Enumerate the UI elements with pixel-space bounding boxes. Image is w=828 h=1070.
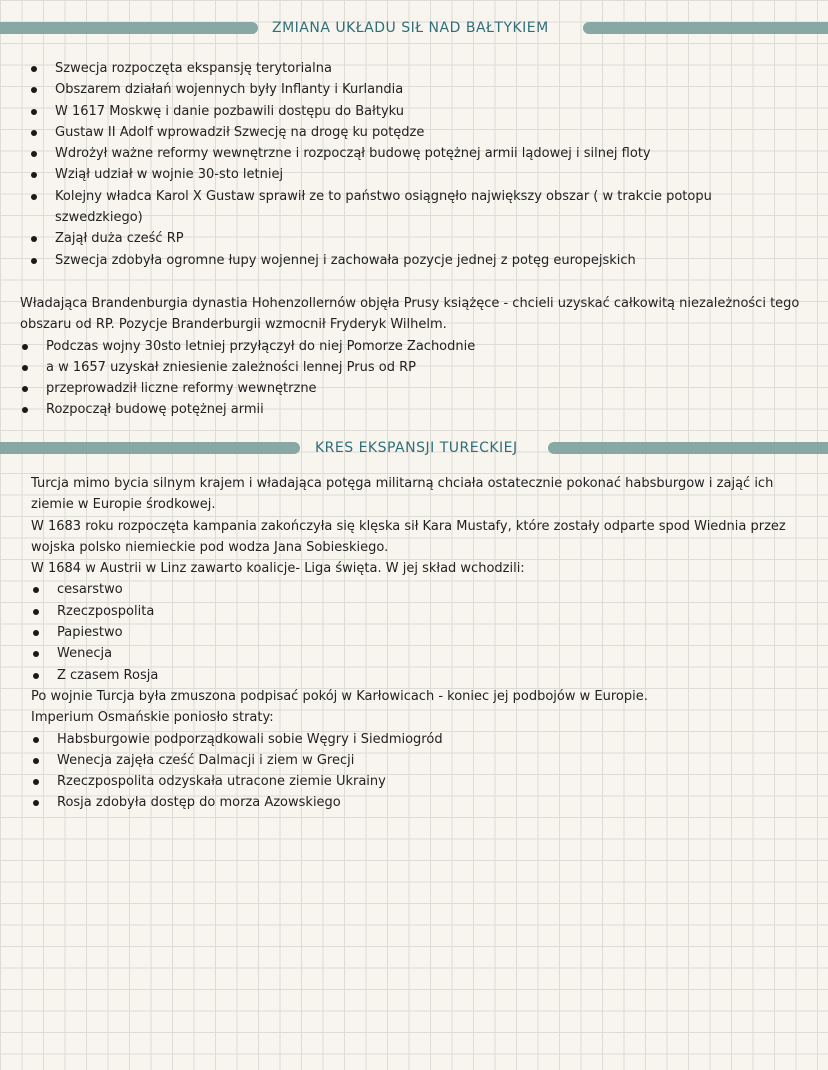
list-item: Papiestwo	[31, 622, 806, 643]
section-title-baltic: ZMIANA UKŁADU SIŁ NAD BAŁTYKIEM	[272, 20, 549, 36]
heading-bar-left	[0, 442, 300, 454]
section-heading-baltic	[0, 16, 828, 40]
list-item: Podczas wojny 30sto letniej przyłączył do niej Pomorze Zachodnie	[20, 336, 805, 357]
list-item: Wdrożył ważne reformy wewnętrzne i rozpoczął budowę potężnej armii lądowej i silnej floty	[20, 143, 800, 164]
list-item: Gustaw II Adolf wprowadził Szwecję na drogę ku potędze	[20, 122, 800, 143]
turkey-paragraph-1: Turcja mimo bycia silnym krajem i władająca potęga militarną chciała ostatecznie pokonać habsburgow i zająć ich ziemie w Europie środkowej.	[31, 476, 774, 513]
list-item: W 1617 Moskwę i danie pozbawili dostępu do Bałtyku	[20, 101, 800, 122]
list-item: Szwecja rozpoczęta ekspansję terytorialna	[20, 58, 800, 79]
turkey-paragraph-2: W 1683 roku rozpoczęta kampania zakończyła się klęska sił Kara Mustafy, które zostały odparte spod Wiednia przez wojska polsko niemieckie pod wodza Jana Sobieskiego.	[31, 518, 786, 555]
turkey-paragraph-4: Po wojnie Turcja była zmuszona podpisać pokój w Karłowicach - koniec jej podbojów w Europie.	[31, 688, 648, 704]
heading-bar-right	[548, 442, 828, 454]
sweden-block	[20, 58, 800, 271]
turkey-paragraph-3: W 1684 w Austrii w Linz zawarto koalicje- Liga święta. W jej skład wchodzili:	[31, 561, 525, 577]
list-item: przeprowadził liczne reformy wewnętrzne	[20, 378, 805, 399]
list-item: a w 1657 uzyskał zniesienie zależności lennej Prus od RP	[20, 357, 805, 378]
list-item: Rosja zdobyła dostęp do morza Azowskiego	[31, 792, 806, 813]
list-item: Obszarem działań wojennych były Inflanty i Kurlandia	[20, 79, 800, 100]
sweden-list	[20, 58, 800, 271]
heading-bar-right	[583, 22, 828, 34]
heading-bar-left	[0, 22, 258, 34]
section-heading-turkey	[0, 436, 828, 460]
list-item: Wziął udział w wojnie 30-sto letniej	[20, 164, 800, 185]
brandenburg-list	[20, 336, 805, 421]
brandenburg-paragraph: Władająca Brandenburgia dynastia Hohenzollernów objęła Prusy książęce - chcieli uzyskać całkowitą niezależności tego obszaru od RP. Pozycje Branderburgii wzmocnił Fryderyk Wilhelm.	[20, 296, 800, 333]
list-item: Rzeczpospolita	[31, 601, 806, 622]
league-members-list	[31, 579, 806, 685]
turkey-block	[31, 473, 806, 814]
list-item: Kolejny władca Karol X Gustaw sprawił ze to państwo osiągnęło największy obszar ( w trakcie potopu szwedzkiego)	[20, 186, 800, 229]
brandenburg-block	[20, 293, 805, 421]
list-item: Szwecja zdobyła ogromne łupy wojennej i zachowała pozycje jednej z potęg europejskich	[20, 250, 800, 271]
list-item: cesarstwo	[31, 579, 806, 600]
list-item: Z czasem Rosja	[31, 665, 806, 686]
list-item: Rzeczpospolita odzyskała utracone ziemie Ukrainy	[31, 771, 806, 792]
list-item: Wenecja zajęła cześć Dalmacji i ziem w Grecji	[31, 750, 806, 771]
losses-list	[31, 729, 806, 814]
turkey-paragraph-5: Imperium Osmańskie poniosło straty:	[31, 710, 274, 726]
list-item: Habsburgowie podporządkowali sobie Węgry i Siedmiogród	[31, 729, 806, 750]
list-item: Rozpoczął budowę potężnej armii	[20, 399, 805, 420]
section-title-turkey: KRES EKSPANSJI TURECKIEJ	[315, 440, 518, 456]
list-item: Zajął duża cześć RP	[20, 228, 800, 249]
list-item: Wenecja	[31, 643, 806, 664]
